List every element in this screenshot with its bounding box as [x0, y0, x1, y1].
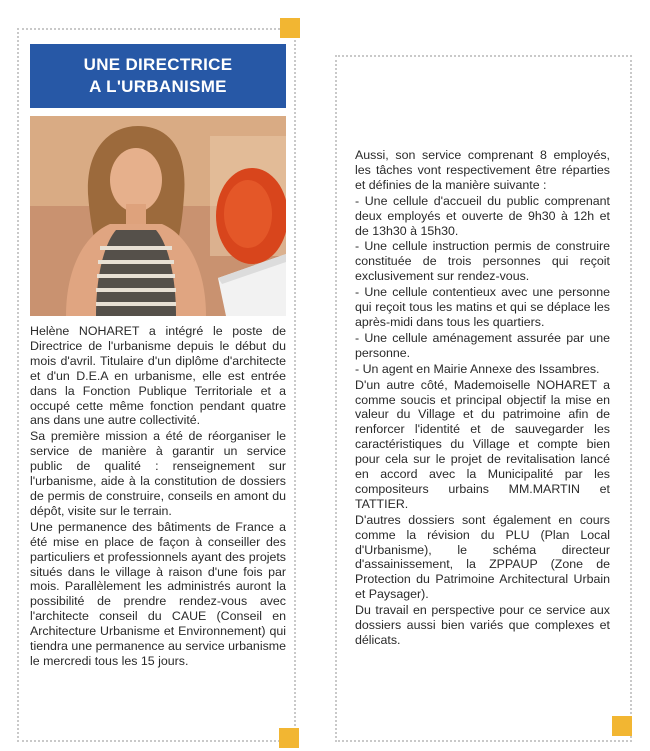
- paragraph: Aussi, son service comprenant 8 employés, les tâches vont respectivement être réparties et définies de la manière suivante :: [355, 148, 610, 192]
- left-column-text: [30, 324, 286, 670]
- paragraph: Sa première mission a été de réorganiser le service de manière à garantir un service public de qualité : renseignement sur l'urbanisme, aide à la constitution de dossiers de permis de construire, conseils en amont du dépôt, visite sur le terrain.: [30, 429, 286, 518]
- portrait-illustration: [30, 116, 286, 316]
- article-headline: [30, 44, 286, 108]
- paragraph: Helène NOHARET a intégré le poste de Directrice de l'urbanisme depuis le début du mois d'avril. Titulaire d'un diplôme d'architecte et d'un D.E.A en urbanisme, elle est entrée dans la Fonction Publique Territoriale et a occupé cette même fonction pendant quatre ans dans une autre collectivité.: [30, 324, 286, 428]
- paragraph: D'autres dossiers sont également en cours comme la révision du PLU (Plan Local d'Urbanisme), le schéma directeur d'assainissement, la ZPPAUP (Zone de Protection du Patrimoine Architectural Urbain et Paysager).: [355, 512, 610, 602]
- paragraph: - Une cellule aménagement assurée par une personne.: [355, 330, 610, 360]
- paragraph: D'un autre côté, Mademoiselle NOHARET a comme soucis et principal objectif la mise en valeur du Village et du patrimoine afin de renforcer l'identité et de sauvegarder les caractéristiques du Village et compte bien pour cela sur le projet de revitalisation lancé en accord avec la Municipalité par les compositeurs urbains MM.MARTIN et TATTIER.: [355, 377, 610, 511]
- headline-line-2: A L'URBANISME: [89, 77, 227, 96]
- paragraph: - Une cellule d'accueil du public comprenant deux employés et ouverte de 9h30 à 12h et de 13h30 à 15h30.: [355, 193, 610, 238]
- paragraph: - Une cellule instruction permis de construire constituée de trois personnes qui reçoit exclusivement sur rendez-vous.: [355, 239, 610, 284]
- corner-accent-top: [280, 18, 300, 38]
- paragraph: - Une cellule contentieux avec une personne qui reçoit tous les matins et qui se déplace les après-midi dans tous les quartiers.: [355, 285, 610, 329]
- portrait-photo: [30, 116, 286, 316]
- paragraph: Du travail en perspective pour ce service aux dossiers aussi bien variés que complexes et délicats.: [355, 603, 610, 647]
- paragraph: Une permanence des bâtiments de France a été mise en place de façon à conseiller des particuliers et professionnels ayant des projets situés dans le village à raison d'une fois par mois. Parallèlement les administrés auront la possibilité de prendre rendez-vous avec l'architecte conseil du CAUE (Conseil en Architecture Urbanisme et Environnement) qui tiendra une permanence au service urbanisme le mercredi tous les 15 jours.: [30, 519, 286, 668]
- headline-line-1: UNE DIRECTRICE: [83, 55, 233, 74]
- paragraph: - Un agent en Mairie Annexe des Issambres.: [355, 361, 600, 376]
- corner-accent-bottom-left: [279, 728, 299, 748]
- right-column-text: [355, 148, 610, 649]
- corner-accent-bottom-right: [612, 716, 632, 736]
